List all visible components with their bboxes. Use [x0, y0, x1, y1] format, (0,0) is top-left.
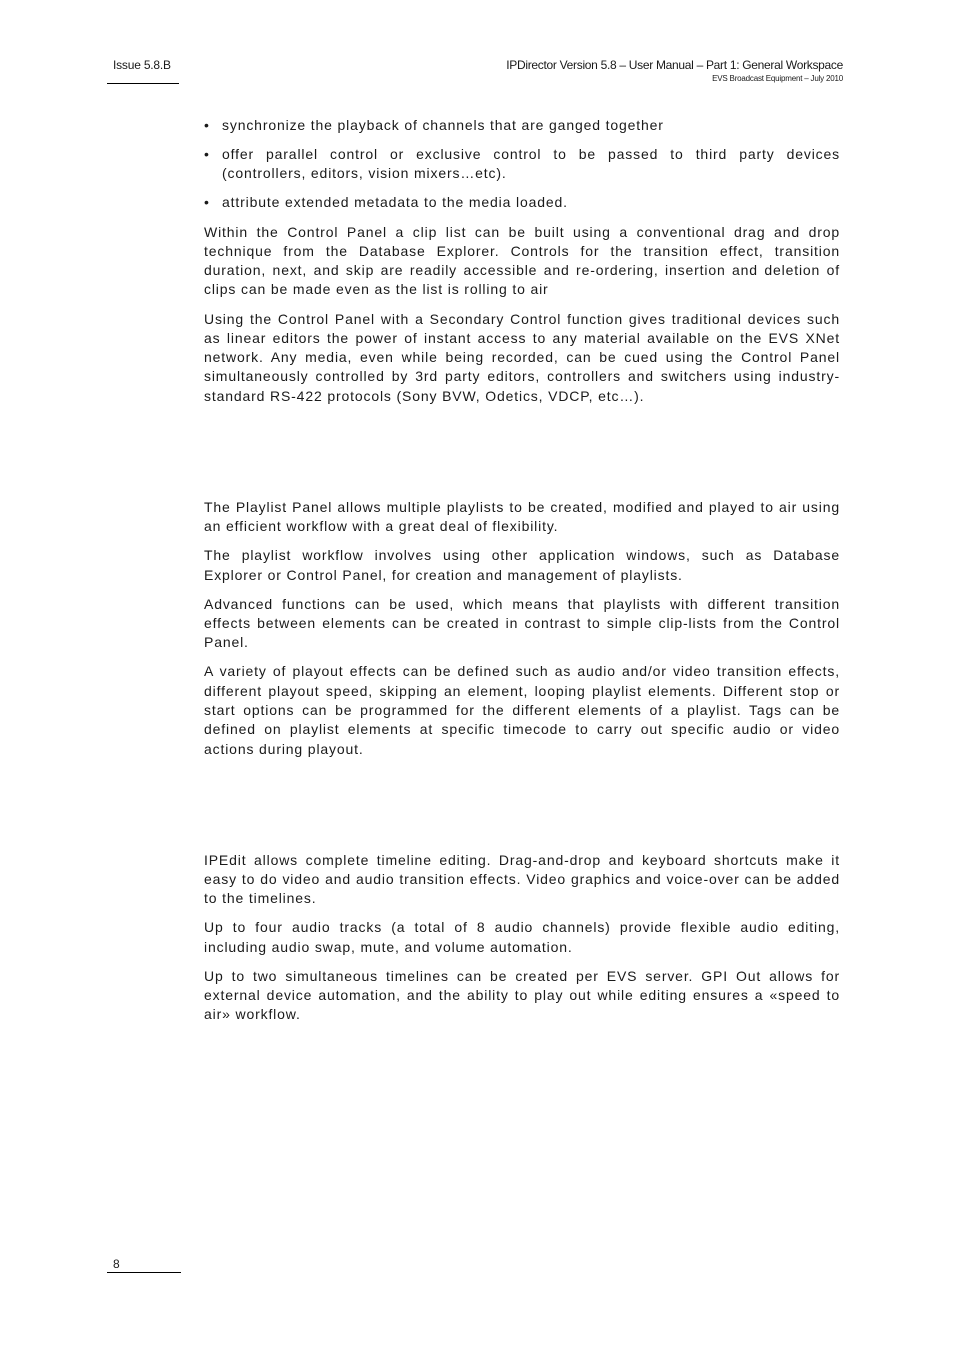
header-subtitle: EVS Broadcast Equipment – July 2010	[712, 74, 843, 83]
bullet-item	[204, 145, 840, 184]
bullet-icon: •	[204, 117, 210, 133]
paragraph: Within the Control Panel a clip list can be built using a conventional drag and drop technique from the Database Explorer. Controls for the transition effect, transition duration, next, and skip are readily accessible and re-ordering, insertion and deletion of clips can be made even as the list is rolling to air	[204, 223, 840, 298]
paragraph: Up to two simultaneous timelines can be created per EVS server. GPI Out allows for external device automation, and the ability to play out while editing ensures a «speed to air» workflow.	[204, 967, 840, 1023]
body-text	[204, 116, 840, 1034]
bullet-icon: •	[204, 194, 210, 211]
bullet-text: attribute extended metadata to the media loaded.	[222, 194, 568, 211]
paragraph: Using the Control Panel with a Secondary Control function gives traditional devices such as linear editors the power of instant access to any material available on the EVS XNet network. Any media, even while being recorded, can be cued using the Control Panel simultaneously controlled by 3rd party editors, controllers and switchers using industry-standard RS-422 protocols (Sony BVW, Odetics, VDCP, etc…).	[204, 310, 840, 404]
paragraph: The playlist workflow involves using other application windows, such as Database Explorer or Control Panel, for creation and management of playlists.	[204, 547, 840, 583]
bullet-text: offer parallel control or exclusive control to be passed to third party devices (controllers, editors, vision mixers…etc).	[222, 146, 840, 182]
header-title: IPDirector Version 5.8 – User Manual – Part 1: General Workspace	[506, 58, 843, 72]
header-rule	[107, 83, 179, 84]
footer-rule	[107, 1272, 181, 1273]
paragraph: A variety of playout effects can be defined such as audio and/or video transition effects, different playout speed, skipping an element, looping playlist elements. Different stop or start options can be programmed for the different elements of a playlist. Tags can be defined on playlist elements at specific timecode to carry out specific audio or video actions during playout.	[204, 663, 840, 757]
section-gap	[204, 416, 840, 498]
header-issue: Issue 5.8.B	[113, 58, 171, 72]
paragraph: Advanced functions can be used, which means that playlists with different transition effects between elements can be created in contrast to simple clip-lists from the Control Panel.	[204, 595, 840, 651]
section-gap	[204, 769, 840, 851]
bullet-item	[204, 193, 840, 212]
page-number: 8	[113, 1257, 120, 1271]
paragraph: The Playlist Panel allows multiple playlists to be created, modified and played to air using an efficient workflow with a great deal of flexibility.	[204, 498, 840, 535]
bullet-text: synchronize the playback of channels that are ganged together	[222, 117, 664, 133]
paragraph: Up to four audio tracks (a total of 8 audio channels) provide flexible audio editing, including audio swap, mute, and volume automation.	[204, 919, 840, 955]
paragraph: IPEdit allows complete timeline editing. Drag-and-drop and keyboard shortcuts make it easy to do video and audio transition effects. Video graphics and voice-over can be added to the timelines.	[204, 851, 840, 907]
bullet-item	[204, 116, 840, 135]
bullet-icon: •	[204, 146, 210, 163]
